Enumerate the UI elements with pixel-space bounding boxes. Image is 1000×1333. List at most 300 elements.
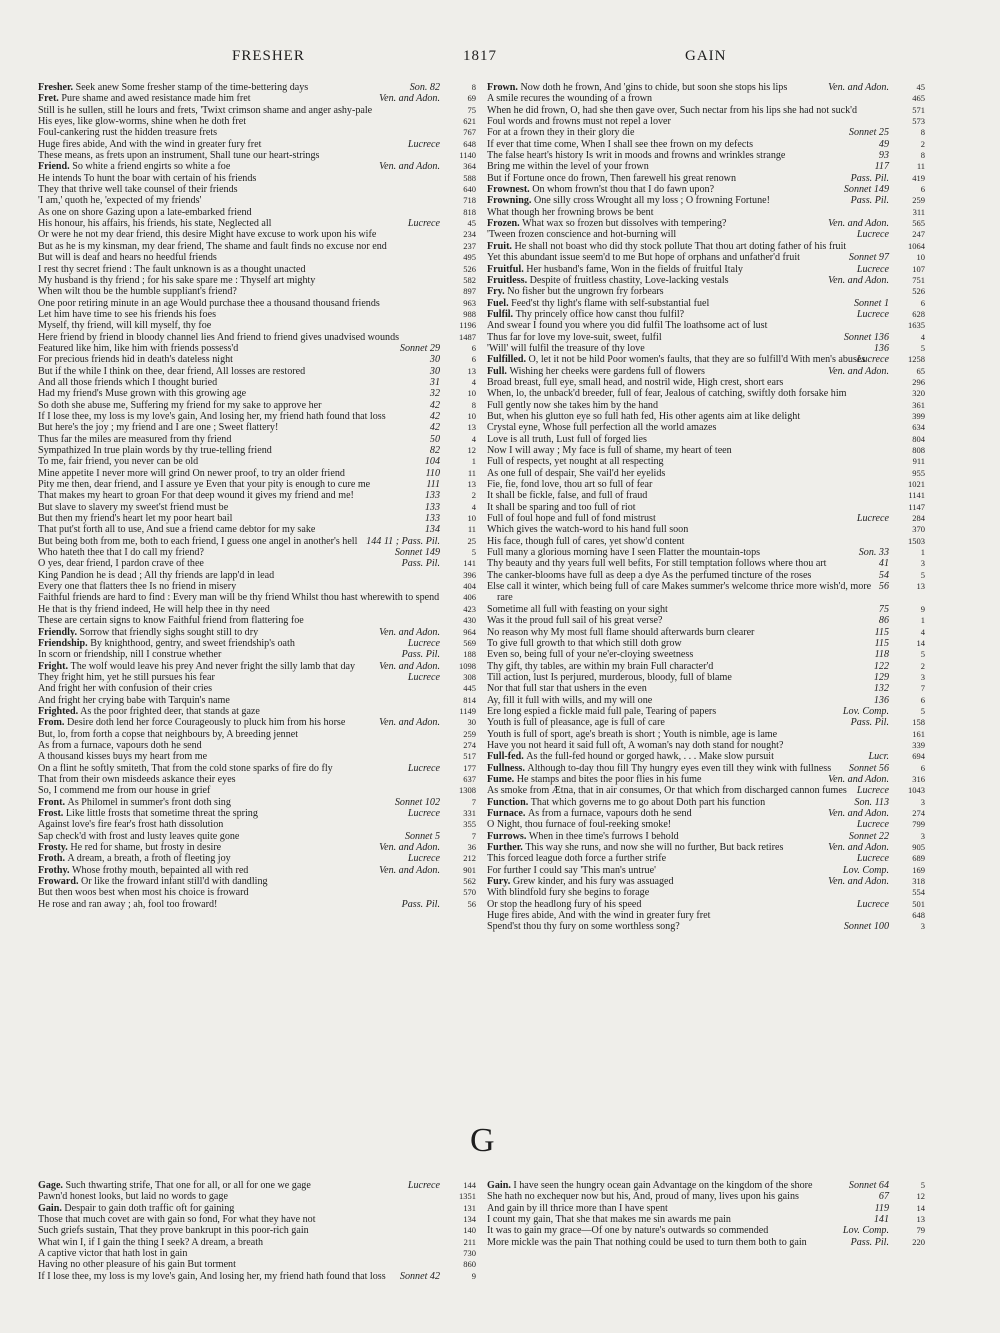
concordance-entry xyxy=(487,298,925,309)
quotation-text: But then woos best when most his choice is froward xyxy=(38,887,249,899)
concordance-entry xyxy=(487,649,925,660)
concordance-entry xyxy=(38,751,476,762)
concordance-entry xyxy=(38,445,476,456)
line-number: 3 xyxy=(920,558,925,569)
line-number: 14 xyxy=(916,637,925,648)
line-number: 1149 xyxy=(459,705,476,716)
line-number: 818 xyxy=(463,206,476,217)
line-number: 6 xyxy=(920,184,925,195)
concordance-entry xyxy=(38,195,476,206)
concordance-entry xyxy=(487,638,925,649)
headword: Fruit. xyxy=(487,240,512,252)
line-number: 169 xyxy=(912,864,925,875)
work-reference: 115 xyxy=(874,637,889,649)
work-reference: Ven. and Adon. xyxy=(379,161,440,173)
concordance-entry xyxy=(38,286,476,297)
work-reference: Sonnet 56 xyxy=(848,762,889,774)
quotation-text: Still is he sullen, still he lours and frets, 'Twixt crimson shame and anger ashy-pale xyxy=(38,104,373,116)
concordance-entry xyxy=(487,377,925,388)
line-number: 445 xyxy=(463,683,476,694)
line-number: 284 xyxy=(912,513,925,524)
line-number: 588 xyxy=(463,172,476,183)
line-number: 220 xyxy=(912,1236,925,1247)
concordance-entry xyxy=(38,695,476,706)
work-reference: Lucrece xyxy=(856,513,889,525)
quotation-text: Sap check'd with frost and lusty leaves quite gone xyxy=(38,830,240,842)
headword: Frowning. xyxy=(487,195,532,207)
concordance-entry xyxy=(487,1237,925,1248)
quotation-text: When, lo, the unback'd breeder, full of fear, Jealous of catching, swiftly doth forsake him xyxy=(487,388,847,400)
headword: Frownest. xyxy=(487,184,530,196)
concordance-entry xyxy=(38,400,476,411)
line-number: 5 xyxy=(920,649,925,660)
line-number: 905 xyxy=(912,842,925,853)
work-reference: Ven. and Adon. xyxy=(379,93,440,105)
line-number: 131 xyxy=(463,1202,476,1213)
quotation-text: But as he is my kinsman, my dear friend, The shame and fault finds no excuse nor end xyxy=(38,240,387,252)
work-reference: 104 xyxy=(424,456,440,468)
line-number: 12 xyxy=(467,445,476,455)
line-number: 6 xyxy=(471,342,476,353)
work-reference: 133 xyxy=(424,513,440,525)
concordance-entry xyxy=(38,649,476,660)
concordance-entry xyxy=(38,513,476,524)
concordance-entry xyxy=(38,774,476,785)
quotation-text: The false heart's history Is writ in moods and frowns and wrinkles strange xyxy=(487,150,786,162)
quotation-text: Nor that full star that ushers in the even xyxy=(487,683,647,695)
work-reference: Son. 33 xyxy=(858,547,889,559)
line-number: 562 xyxy=(463,876,476,887)
concordance-entry xyxy=(487,286,925,297)
quotation-text: With blindfold fury she begins to forage xyxy=(487,887,650,899)
concordance-entry xyxy=(487,876,925,887)
line-number: 1021 xyxy=(908,479,925,490)
concordance-entry xyxy=(38,819,476,830)
quotation-text: For further I could say 'This man's untrue' xyxy=(487,864,656,876)
concordance-entry xyxy=(487,82,925,93)
work-reference: Sonnet 136 xyxy=(843,331,889,343)
headword: Froth. xyxy=(38,853,66,865)
quotation-text: These are certain signs to know Faithful friend from flattering foe xyxy=(38,615,304,627)
work-reference: Lucrece xyxy=(407,1180,440,1191)
concordance-entry xyxy=(38,615,476,626)
quotation-text: Till action, lust Is perjured, murderous, bloody, full of blame xyxy=(487,671,732,683)
work-reference: Son. 113 xyxy=(854,796,889,808)
headword: Further. xyxy=(487,842,523,854)
line-number: 4 xyxy=(920,626,925,637)
line-number: 571 xyxy=(912,104,925,115)
line-number: 901 xyxy=(463,864,476,875)
header-first-word: FRESHER xyxy=(232,48,305,64)
work-reference: Sonnet 102 xyxy=(394,796,440,808)
quotation-text: Having no other pleasure of his gain But torment xyxy=(38,1259,236,1271)
quotation-text: Full of respects, yet nought at all respecting xyxy=(487,456,664,468)
line-number: 718 xyxy=(463,195,476,206)
concordance-entry xyxy=(487,1180,925,1191)
concordance-entry xyxy=(487,195,925,206)
concordance-entry xyxy=(487,207,925,218)
concordance-entry xyxy=(38,275,476,286)
quotation-text: Love is all truth, Lust full of forged lies xyxy=(487,433,647,445)
line-number: 689 xyxy=(912,853,925,864)
quotation-text: Or stop the headlong fury of his speed xyxy=(487,898,642,910)
quotation-text: Broad breast, full eye, small head, and nostril wide, High crest, short ears xyxy=(487,376,784,388)
quotation-text: As one full of despair, She vail'd her eyelids xyxy=(487,467,666,479)
line-number: 730 xyxy=(463,1248,476,1259)
concordance-entry xyxy=(38,1259,476,1270)
work-reference: Lucrece xyxy=(856,229,889,241)
concordance-entry xyxy=(38,581,476,592)
quotation-text: I have seen the hungry ocean gain Advantage on the kingdom of the shore xyxy=(513,1180,813,1191)
concordance-entry xyxy=(487,468,925,479)
line-number: 569 xyxy=(463,637,476,648)
concordance-entry xyxy=(38,842,476,853)
quotation-text: Youth is full of sport, age's breath is short ; Youth is nimble, age is lame xyxy=(487,728,778,740)
concordance-entry xyxy=(487,808,925,819)
column-left-bottom xyxy=(38,1180,476,1282)
concordance-entry xyxy=(487,899,925,910)
line-number: 1141 xyxy=(908,490,925,501)
work-reference: Ven. and Adon. xyxy=(828,82,889,93)
line-number: 8 xyxy=(471,82,476,92)
work-reference: Ven. and Adon. xyxy=(828,876,889,888)
line-number: 565 xyxy=(912,218,925,229)
headword: Front. xyxy=(38,796,66,808)
work-reference: Ven. and Adon. xyxy=(379,626,440,638)
header-last-word: GAIN xyxy=(685,48,727,64)
quotation-text: But slave to slavery my sweet'st friend must be xyxy=(38,501,229,513)
line-number: 11 xyxy=(916,161,925,172)
quotation-text: 'I am,' quoth he, 'expected of my friends' xyxy=(38,195,202,207)
concordance-entry xyxy=(38,536,476,547)
line-number: 274 xyxy=(912,808,925,818)
headword: Gain. xyxy=(38,1202,62,1214)
line-number: 3 xyxy=(920,671,925,682)
quotation-text: What win I, if I gain the thing I seek? A dream, a breath xyxy=(38,1236,264,1248)
concordance-entry xyxy=(38,366,476,377)
concordance-entry xyxy=(38,252,476,263)
concordance-entry xyxy=(38,899,476,910)
work-reference: 129 xyxy=(873,671,889,683)
quotation-text: The canker-blooms have full as deep a dye As the perfumed tincture of the roses xyxy=(487,569,812,581)
line-number: 158 xyxy=(912,717,925,728)
line-number: 259 xyxy=(912,195,925,206)
quotation-text: His eyes, like glow-worms, shine when he doth fret xyxy=(38,116,247,128)
quotation-text: Thus far for love my love-suit, sweet, fulfil xyxy=(487,331,662,343)
line-number: 11 xyxy=(467,467,476,478)
quotation-text: Feed'st thy light's flame with self-substantial fuel xyxy=(511,297,710,309)
work-reference: Pass. Pil. xyxy=(401,558,440,570)
concordance-entry xyxy=(487,570,925,581)
concordance-entry xyxy=(487,513,925,524)
quotation-text: A thousand kisses buys my heart from me xyxy=(38,751,208,763)
concordance-entry xyxy=(38,388,476,399)
concordance-entry xyxy=(38,332,476,343)
line-number: 465 xyxy=(912,93,925,104)
concordance-entry xyxy=(487,1225,925,1236)
quotation-text: Which gives the watch-word to his hand full soon xyxy=(487,524,689,536)
line-number: 7 xyxy=(471,796,476,807)
concordance-entry xyxy=(38,127,476,138)
line-number: 6 xyxy=(920,297,925,308)
quotation-text: As one on shore Gazing upon a late-embarked friend xyxy=(38,206,252,218)
line-number: 1 xyxy=(920,615,925,626)
concordance-entry xyxy=(487,842,925,853)
quotation-text: And fright her crying babe with Tarquin's name xyxy=(38,694,230,706)
work-reference: 117 xyxy=(874,161,889,173)
line-number: 1147 xyxy=(908,501,925,512)
quotation-text: To give full growth to that which still doth grow xyxy=(487,637,682,649)
work-reference: Ven. and Adon. xyxy=(379,660,440,672)
headword: Frost. xyxy=(38,808,64,819)
quotation-text: Whose frothy mouth, bepainted all with red xyxy=(72,864,249,876)
work-reference: Lucrece xyxy=(407,637,440,649)
line-number: 364 xyxy=(463,161,476,172)
headword: Frown. xyxy=(487,82,518,93)
concordance-entry xyxy=(38,797,476,808)
line-number: 140 xyxy=(463,1225,476,1236)
quotation-text: But if Fortune once do frown, Then farewell his great renown xyxy=(487,172,737,184)
line-number: 7 xyxy=(471,830,476,841)
concordance-entry xyxy=(38,490,476,501)
headword: Full. xyxy=(487,365,507,377)
concordance-entry xyxy=(38,1203,476,1214)
concordance-entry xyxy=(487,695,925,706)
headword: Furrows. xyxy=(487,830,527,842)
quotation-text: Or like the froward infant still'd with dandling xyxy=(81,876,268,888)
line-number: 339 xyxy=(912,739,925,750)
headword: Frozen. xyxy=(487,218,520,230)
work-reference: 111 xyxy=(426,479,440,491)
line-number: 526 xyxy=(463,263,476,274)
line-number: 318 xyxy=(912,876,925,887)
work-reference: 119 xyxy=(874,1202,889,1214)
quotation-text: But, when his glutton eye so full hath fed, His other agents aim at like delight xyxy=(487,410,801,422)
column-right-bottom xyxy=(487,1180,925,1248)
concordance-entry xyxy=(38,717,476,728)
page-number: 1817 xyxy=(463,48,497,64)
quotation-text: Sorrow that friendly sighs sought still to dry xyxy=(79,626,259,638)
quotation-text: They that thrive well take counsel of their friends xyxy=(38,184,238,196)
concordance-entry xyxy=(38,298,476,309)
concordance-entry xyxy=(487,150,925,161)
line-number: 396 xyxy=(463,569,476,580)
line-number: 370 xyxy=(912,524,925,535)
headword: Frighted. xyxy=(38,705,79,717)
headword: Fright. xyxy=(38,660,68,672)
concordance-entry xyxy=(38,502,476,513)
work-reference: Ven. and Adon. xyxy=(379,864,440,876)
work-reference: Pass. Pil. xyxy=(850,195,889,207)
concordance-entry xyxy=(487,751,925,762)
concordance-entry xyxy=(38,785,476,796)
concordance-entry xyxy=(487,309,925,320)
quotation-text: Here friend by friend in bloody channel lies And friend to friend gives unadvised wounds xyxy=(38,331,400,343)
concordance-entry xyxy=(487,229,925,240)
line-number: 1258 xyxy=(908,354,925,365)
concordance-entry xyxy=(487,763,925,774)
line-number: 3 xyxy=(920,830,925,841)
concordance-entry xyxy=(487,445,925,456)
line-number: 30 xyxy=(467,717,476,728)
headword: Fresher. xyxy=(38,82,74,93)
line-number: 517 xyxy=(463,751,476,762)
line-number: 582 xyxy=(463,274,476,285)
quotation-text: Wishing her cheeks were gardens full of flowers xyxy=(509,365,705,377)
concordance-entry xyxy=(38,241,476,252)
concordance-entry xyxy=(38,1248,476,1259)
work-reference: Ven. and Adon. xyxy=(379,842,440,854)
work-reference: 115 xyxy=(874,626,889,638)
concordance-entry xyxy=(38,808,476,819)
line-number: 361 xyxy=(912,399,925,410)
line-number: 4 xyxy=(471,501,476,512)
quotation-text: As from a furnace, vapours doth he send xyxy=(527,808,692,819)
concordance-entry xyxy=(487,740,925,751)
line-number: 107 xyxy=(912,263,925,274)
quotation-text: When in thee time's furrows I behold xyxy=(528,830,679,842)
concordance-entry xyxy=(38,570,476,581)
line-number: 12 xyxy=(916,1191,925,1202)
headword: From. xyxy=(38,717,65,729)
concordance-entry xyxy=(487,627,925,638)
work-reference: Lov. Comp. xyxy=(842,864,889,876)
concordance-entry xyxy=(38,422,476,433)
quotation-text: Huge fires abide, And with the wind in greater fury fret xyxy=(487,910,711,922)
quotation-text: When he did frown, O, had she then gave over, Such nectar from his lips she had not suck'd xyxy=(487,104,858,116)
concordance-entry xyxy=(487,558,925,569)
line-number: 188 xyxy=(463,649,476,660)
work-reference: Sonnet 149 xyxy=(843,184,889,196)
concordance-entry xyxy=(487,910,925,921)
headword: Fulfilled. xyxy=(487,354,526,366)
line-number: 404 xyxy=(463,581,476,592)
line-number: 8 xyxy=(920,150,925,161)
line-number: 56 xyxy=(467,898,476,909)
concordance-entry xyxy=(487,275,925,286)
work-reference: Lucrece xyxy=(856,354,889,366)
work-reference: Lucrece xyxy=(856,263,889,275)
quotation-text: He rose and ran away ; ah, fool too froward! xyxy=(38,898,218,910)
line-number: 234 xyxy=(463,229,476,240)
line-number: 1 xyxy=(471,456,476,467)
line-number: 13 xyxy=(916,1214,925,1225)
concordance-entry xyxy=(38,264,476,275)
work-reference: 133 xyxy=(424,501,440,513)
line-number: 247 xyxy=(912,229,925,240)
quotation-text: Pity me then, dear friend, and I assure ye Even that your pity is enough to cure me xyxy=(38,479,371,491)
work-reference: Pass. Pil. xyxy=(850,1236,889,1248)
concordance-entry xyxy=(487,706,925,717)
work-reference: Lov. Comp. xyxy=(842,1225,889,1237)
line-number: 9 xyxy=(471,1270,476,1281)
concordance-entry xyxy=(38,161,476,172)
line-number: 311 xyxy=(912,206,925,217)
concordance-entry xyxy=(38,184,476,195)
line-number: 36 xyxy=(467,842,476,853)
concordance-entry xyxy=(487,105,925,116)
line-number: 694 xyxy=(912,751,925,762)
line-number: 2 xyxy=(920,138,925,149)
quotation-text: So white a friend engirts so white a foe xyxy=(72,161,231,173)
line-number: 141 xyxy=(463,558,476,569)
concordance-entry xyxy=(38,887,476,898)
concordance-entry xyxy=(487,774,925,785)
quotation-text: King Pandion he is dead ; All thy friends are lapp'd in lead xyxy=(38,569,275,581)
line-number: 65 xyxy=(916,365,925,376)
line-number: 860 xyxy=(463,1259,476,1270)
quotation-text: O, let it not be hild Poor women's faults, that they are so fulfill'd With men's abuses xyxy=(528,354,866,366)
concordance-entry xyxy=(38,831,476,842)
concordance-entry xyxy=(487,320,925,331)
line-number: 10 xyxy=(916,252,925,263)
line-number: 3 xyxy=(920,796,925,807)
quotation-text: Ere long espied a fickle maid full pale, Tearing of papers xyxy=(487,705,717,717)
line-number: 296 xyxy=(912,376,925,387)
line-number: 4 xyxy=(471,433,476,444)
concordance-entry xyxy=(487,502,925,513)
work-reference: 133 xyxy=(424,490,440,502)
line-number: 79 xyxy=(916,1225,925,1236)
quotation-text: When wilt thou be the humble suppliant's friend? xyxy=(38,286,237,298)
concordance-entry xyxy=(38,150,476,161)
headword: Gain. xyxy=(487,1180,511,1191)
headword: Fry. xyxy=(487,286,505,298)
line-number: 259 xyxy=(463,728,476,739)
headword: Froward. xyxy=(38,876,79,888)
quotation-text: No fisher but the ungrown fry forbears xyxy=(507,286,664,298)
quotation-text: Bring me within the level of your frown xyxy=(487,161,649,173)
work-reference: Sonnet 1 xyxy=(853,297,889,309)
quotation-text: Now doth he frown, And 'gins to chide, but soon she stops his lips xyxy=(520,82,788,93)
concordance-entry xyxy=(487,252,925,263)
headword: Friendly. xyxy=(38,626,77,638)
work-reference: Ven. and Adon. xyxy=(828,365,889,377)
quotation-text: Full gently now she takes him by the hand xyxy=(487,399,659,411)
line-number: 554 xyxy=(912,887,925,898)
concordance-entry xyxy=(487,853,925,864)
work-reference: Sonnet 25 xyxy=(848,127,889,139)
concordance-entry xyxy=(487,1214,925,1225)
quotation-text: She hath no exchequer now but his, And, proud of many, lives upon his gains xyxy=(487,1191,799,1203)
concordance-entry xyxy=(487,456,925,467)
quotation-text: Fie, fie, fond love, thou art so full of fear xyxy=(487,479,653,491)
line-number: 6 xyxy=(920,694,925,705)
concordance-entry xyxy=(38,1191,476,1202)
concordance-entry xyxy=(38,524,476,535)
line-number: 430 xyxy=(463,615,476,626)
work-reference: 141 xyxy=(873,1214,889,1226)
line-number: 640 xyxy=(463,184,476,195)
line-number: 10 xyxy=(467,388,476,399)
concordance-entry xyxy=(38,218,476,229)
line-number: 75 xyxy=(467,104,476,115)
quotation-text: But here's the joy ; my friend and I are one ; Sweet flattery! xyxy=(38,422,279,434)
line-number: 897 xyxy=(463,286,476,297)
line-number: 6 xyxy=(920,762,925,773)
concordance-entry xyxy=(487,139,925,150)
headword: Gage. xyxy=(38,1180,63,1191)
concordance-entry xyxy=(487,683,925,694)
line-number: 25 xyxy=(467,535,476,546)
work-reference: Ven. and Adon. xyxy=(828,274,889,286)
line-number: 406 xyxy=(463,592,476,603)
concordance-entry xyxy=(38,456,476,467)
work-reference: Ven. and Adon. xyxy=(828,218,889,230)
quotation-text: Seek anew Some fresher stamp of the time-bettering days xyxy=(75,82,309,93)
line-number: 308 xyxy=(463,671,476,682)
work-reference: Lucrece xyxy=(856,853,889,865)
